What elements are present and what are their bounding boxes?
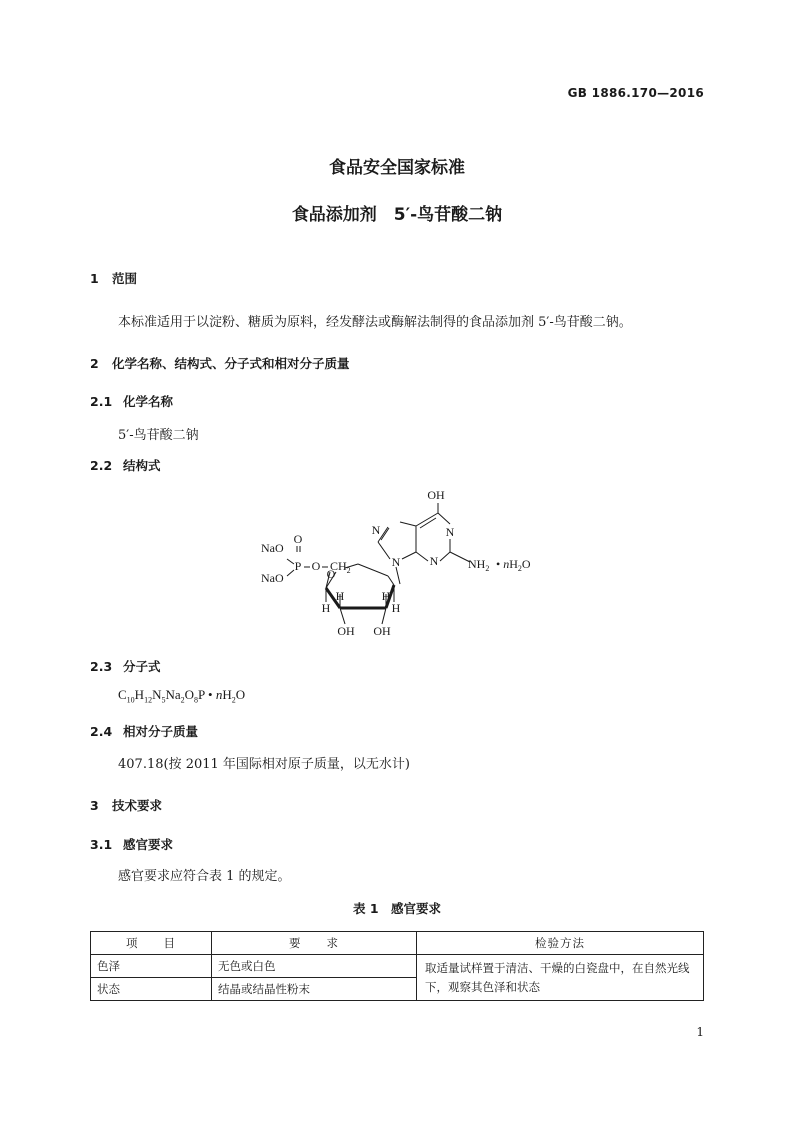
table-header-row — [91, 932, 704, 955]
inspection-method: 取适量试样置于清洁、干燥的白瓷盘中，在自然光线下，观察其色泽和状态 — [417, 955, 704, 1001]
nh2-label: $NH_2$ — [468, 557, 490, 573]
ch2-label: $CH_2$ — [330, 559, 351, 575]
table-row — [91, 955, 704, 978]
row-item: 色泽 — [91, 955, 212, 978]
document-title: 食品安全国家标准 — [329, 158, 465, 178]
ester-o-label: O — [311, 559, 321, 573]
p-double-o-label: O — [293, 532, 303, 546]
standard-number: GB 1886.170—2016 — [567, 86, 704, 100]
section-3-1-heading: 3.1 感官要求 — [90, 837, 174, 852]
h-3-label: H — [335, 589, 345, 603]
n1-label: N — [445, 525, 455, 539]
n7-label: N — [371, 523, 381, 537]
molecular-formula: $C_{10}H_{12}N_5Na_2O_8P$ • $nH_2O$ — [118, 687, 246, 705]
section-3-heading: 3 技术要求 — [90, 798, 163, 813]
oh-2-label: OH — [373, 624, 391, 638]
oh-6-label: OH — [427, 488, 445, 502]
table-1-caption: 表 1 感官要求 — [352, 901, 442, 916]
header-requirement: 要 求 — [212, 932, 417, 955]
molecular-mass: 407.18(按 2011 年国际相对原子质量，以无水计) — [118, 757, 410, 772]
row-item: 状态 — [91, 978, 212, 1001]
ring-o-label: O — [326, 567, 336, 581]
h-2-label: H — [381, 589, 391, 603]
n9-label: N — [391, 555, 401, 569]
section-1-heading: 1 范围 — [90, 271, 138, 286]
h-4-label: H — [321, 601, 331, 615]
nao-2-label: NaO — [261, 571, 284, 585]
header-item: 项 目 — [91, 932, 212, 955]
section-2-2-heading: 2.2 结构式 — [90, 458, 161, 473]
document-subtitle: 食品添加剂 5′-鸟苷酸二钠 — [291, 205, 503, 225]
header-method: 检验方法 — [417, 932, 704, 955]
n3-label: N — [429, 554, 439, 568]
page-number: 1 — [696, 1025, 704, 1039]
section-2-3-heading: 2.3 分子式 — [90, 659, 161, 674]
section-2-heading: 2 化学名称、结构式、分子式和相对分子质量 — [90, 356, 350, 371]
section-1-text: 本标准适用于以淀粉、糖质为原料，经发酵法或酶解法制得的食品添加剂 5′-鸟苷酸二钠。 — [118, 315, 632, 330]
phosphorus-label: P — [294, 559, 302, 573]
structural-formula — [250, 482, 550, 642]
chemical-name: 5′-鸟苷酸二钠 — [118, 428, 199, 443]
hydrate-label: • $nH_2O$ — [496, 557, 531, 573]
h-1-label: H — [391, 601, 401, 615]
section-3-1-text: 感官要求应符合表 1 的规定。 — [118, 869, 291, 884]
row-requirement: 结晶或结晶性粉末 — [212, 978, 417, 1001]
oh-3-label: OH — [337, 624, 355, 638]
section-2-1-heading: 2.1 化学名称 — [90, 394, 174, 409]
row-requirement: 无色或白色 — [212, 955, 417, 978]
sensory-requirements-table — [90, 931, 704, 1001]
nao-1-label: NaO — [261, 541, 284, 555]
section-2-4-heading: 2.4 相对分子质量 — [90, 724, 199, 739]
